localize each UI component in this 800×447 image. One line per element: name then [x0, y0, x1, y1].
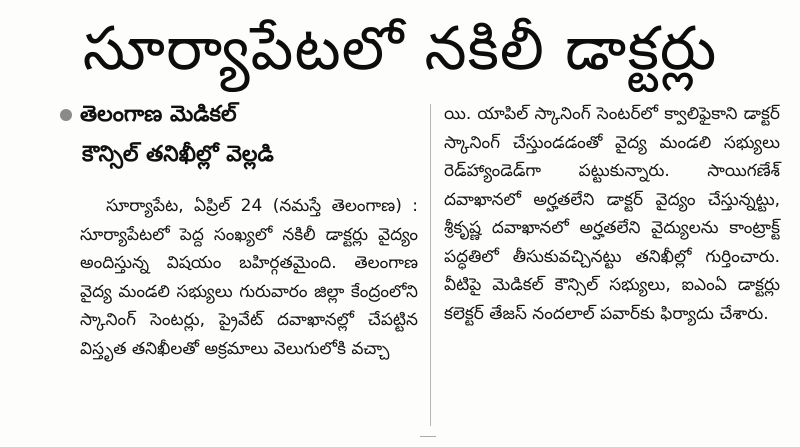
- subheadline-line-1: [60, 100, 422, 130]
- left-column: [60, 100, 422, 440]
- subheadline-text-1: తెలంగాణ మెడికల్: [80, 102, 237, 127]
- column-divider: [430, 104, 431, 426]
- subheadline-line-2: కౌన్సిల్ తనిఖీల్లో వెల్లడి: [82, 142, 274, 167]
- headline: సూర్యాపేటలో నకిలీ డాక్టర్లు: [82, 14, 718, 84]
- bullet-icon: [60, 109, 72, 121]
- bottom-rule: [420, 436, 436, 447]
- left-column-body: సూర్యాపేట, ఏప్రిల్ 24 (నమస్తే తెలంగాణ) : సూర్యాపేటలో పెద్ద సంఖ్యలో నకిలీ డాక్టర్లు వైద్యం అందిస్తున్న విషయం బహిర్గతమైంది. తెలంగాణ వైద్య మండలి సభ్యులు గురువారం జిల్లా కేంద్రంలోని స్కానింగ్ సెంటర్లు, ప్రైవేట్ దవాఖానల్లో చేపట్టిన విస్తృత తనిఖీలతో అక్రమాలు వెలుగులోకి వచ్చా: [80, 196, 418, 359]
- right-column-body: యి. యాపిల్ స్కానింగ్ సెంటర్‌లో క్వాలిఫైకాని డాక్టర్ స్కానింగ్ చేస్తుండడంతో వైద్య మండలి సభ్యులు రెడ్‌హ్యాండెడ్‌గా పట్టుకున్నారు. సాయిగణేశ్ దవాఖానలో అర్హతలేని డాక్టర్ వైద్యం చేస్తున్నట్టు, శ్రీకృష్ణ దవాఖానలో అర్హతలేని వైద్యులను కాంట్రాక్ట్ పద్ధతిలో తీసుకువచ్చినట్టు తనిఖీల్లో గుర్తించారు. వీటిపై మెడికల్ కౌన్సిల్ సభ్యులు, ఐఎంఏ డాక్టర్లు కలెక్టర్ తేజస్ నందలాల్ పవార్‌కు ఫిర్యాదు చేశారు.: [444, 104, 780, 324]
